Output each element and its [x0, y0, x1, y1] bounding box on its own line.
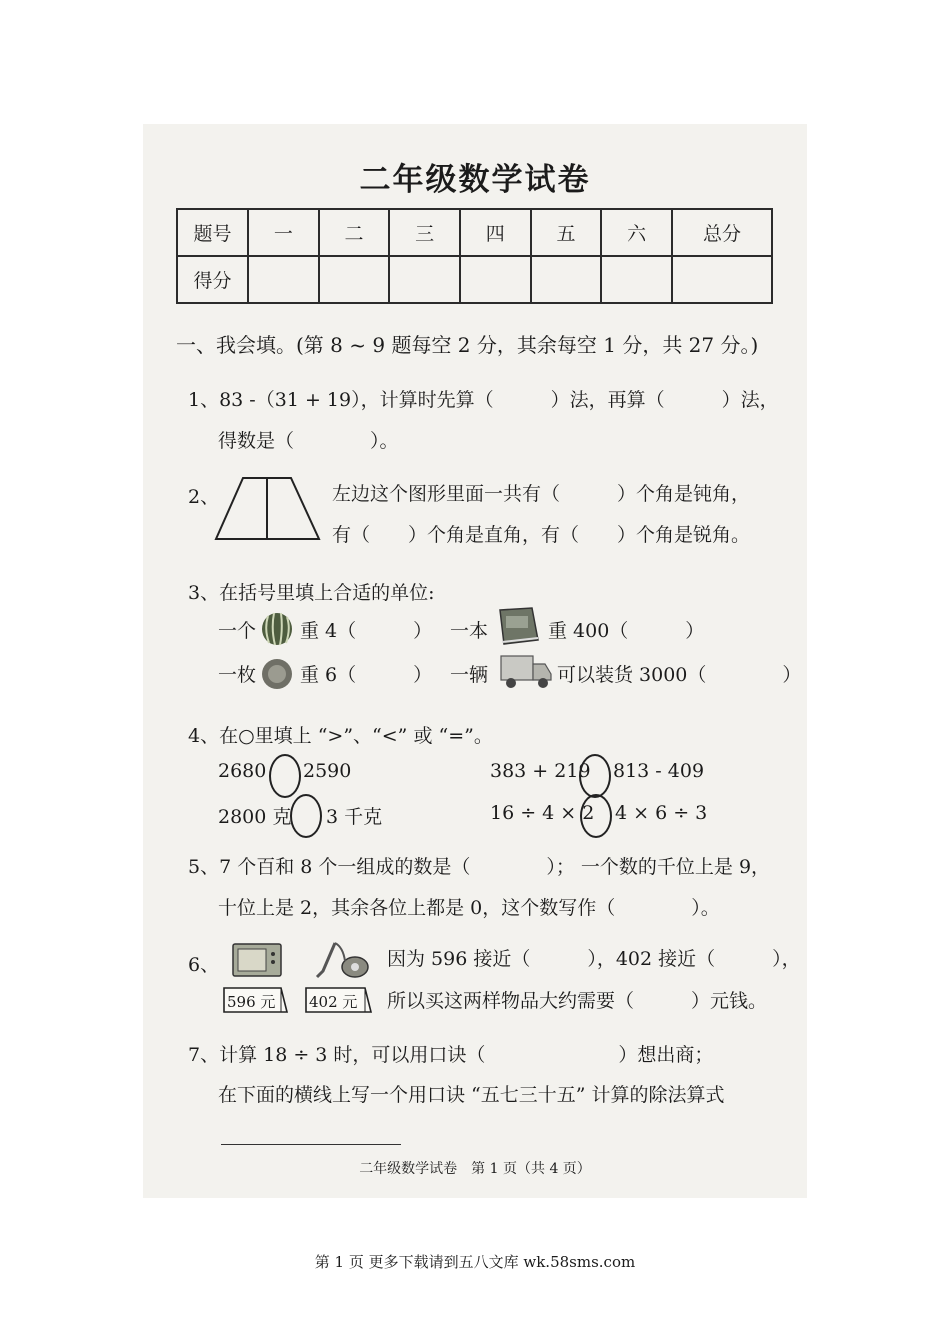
q6-number: 6、	[188, 954, 220, 976]
score-header-cell: 四	[460, 209, 531, 256]
score-row-label: 得分	[177, 256, 248, 303]
q4a-right: 2590	[303, 760, 352, 782]
score-cell[interactable]	[389, 256, 460, 303]
q3d-prefix: 一辆	[450, 664, 489, 686]
q4c-right: 3 千克	[326, 806, 383, 828]
q4d-left: 16 ÷ 4 × 2	[490, 802, 595, 824]
page-info: 第 1 页 更多下载请到五八文库 wk.58sms.com	[314, 1253, 636, 1271]
book-icon	[496, 606, 542, 646]
score-cell[interactable]	[672, 256, 772, 303]
q3c-prefix: 一枚	[218, 664, 257, 686]
compare-circle[interactable]	[580, 794, 612, 838]
score-header-cell: 六	[601, 209, 672, 256]
compare-circle[interactable]	[269, 754, 301, 798]
q1-line2: 得数是（ ）。	[218, 430, 399, 452]
q7-line2: 在下面的横线上写一个用口诀 “五七三十五” 计算的除法算式	[218, 1084, 725, 1106]
score-table-header-row	[177, 209, 772, 256]
truck-icon	[499, 652, 553, 690]
vacuum-cleaner-icon	[313, 937, 371, 981]
q5-line2: 十位上是 2，其余各位上都是 0，这个数写作（ ）。	[218, 897, 720, 919]
q3a-text: 重 4（ ）	[300, 620, 433, 642]
q3-prompt: 3、在括号里填上合适的单位:	[188, 582, 435, 604]
score-cell[interactable]	[460, 256, 531, 303]
q2-line1: 左边这个图形里面一共有（ ）个角是钝角，	[332, 483, 751, 505]
score-table-score-row	[177, 256, 772, 303]
q6-line2: 所以买这两样物品大约需要（ ）元钱。	[387, 990, 768, 1012]
section-1-header: 一、我会填。(第 8 ~ 9 题每空 2 分，其余每空 1 分，共 27 分。)	[176, 333, 759, 357]
score-header-cell: 三	[389, 209, 460, 256]
microwave-icon	[231, 942, 283, 980]
score-cell[interactable]	[319, 256, 390, 303]
answer-line[interactable]	[221, 1144, 401, 1145]
q3c-text: 重 6（ ）	[300, 664, 433, 686]
page-title: 二年级数学试卷	[359, 162, 591, 198]
q3a-prefix: 一个	[218, 620, 257, 642]
q5-line1: 5、7 个百和 8 个一组成的数是（ ）； 一个数的千位上是 9，	[188, 856, 771, 878]
q6-line1: 因为 596 接近（ ），402 接近（ ），	[387, 948, 801, 970]
compare-circle[interactable]	[579, 754, 611, 798]
watermelon-icon	[260, 610, 294, 646]
q4c-left: 2800 克	[218, 806, 292, 828]
q4b-left: 383 + 219	[490, 760, 591, 782]
q4a-left: 2680	[218, 760, 267, 782]
price-tag-402: 402 元	[309, 993, 358, 1011]
q2-number: 2、	[188, 486, 220, 508]
compare-circle[interactable]	[290, 794, 322, 838]
score-header-cell: 五	[531, 209, 602, 256]
exam-sheet	[143, 124, 807, 1198]
score-cell[interactable]	[601, 256, 672, 303]
q1-line1: 1、83 -（31 + 19），计算时先算（ ）法，再算（ ）法，	[188, 389, 779, 411]
q3b-prefix: 一本	[450, 620, 489, 642]
price-tag-596: 596 元	[227, 993, 276, 1011]
score-header-cell: 题号	[177, 209, 248, 256]
score-cell[interactable]	[248, 256, 319, 303]
sheet-footer: 二年级数学试卷 第 1 页（共 4 页）	[359, 1161, 591, 1177]
score-header-cell: 总分	[672, 209, 772, 256]
score-table	[176, 208, 773, 304]
q3b-text: 重 400（ ）	[548, 620, 705, 642]
score-header-cell: 一	[248, 209, 319, 256]
q4-prompt: 4、在○里填上 “>”、“<” 或 “=”。	[188, 725, 493, 747]
coin-icon	[260, 656, 294, 692]
score-cell[interactable]	[531, 256, 602, 303]
q4b-right: 813 - 409	[613, 760, 705, 782]
q3d-text: 可以装货 3000（ ）	[557, 664, 802, 686]
q2-line2: 有（ ）个角是直角，有（ ）个角是锐角。	[332, 524, 751, 546]
score-header-cell: 二	[319, 209, 390, 256]
q4d-right: 4 × 6 ÷ 3	[615, 802, 708, 824]
trapezoid-figure	[213, 475, 323, 543]
q7-line1: 7、计算 18 ÷ 3 时，可以用口诀（ ）想出商；	[188, 1044, 714, 1066]
